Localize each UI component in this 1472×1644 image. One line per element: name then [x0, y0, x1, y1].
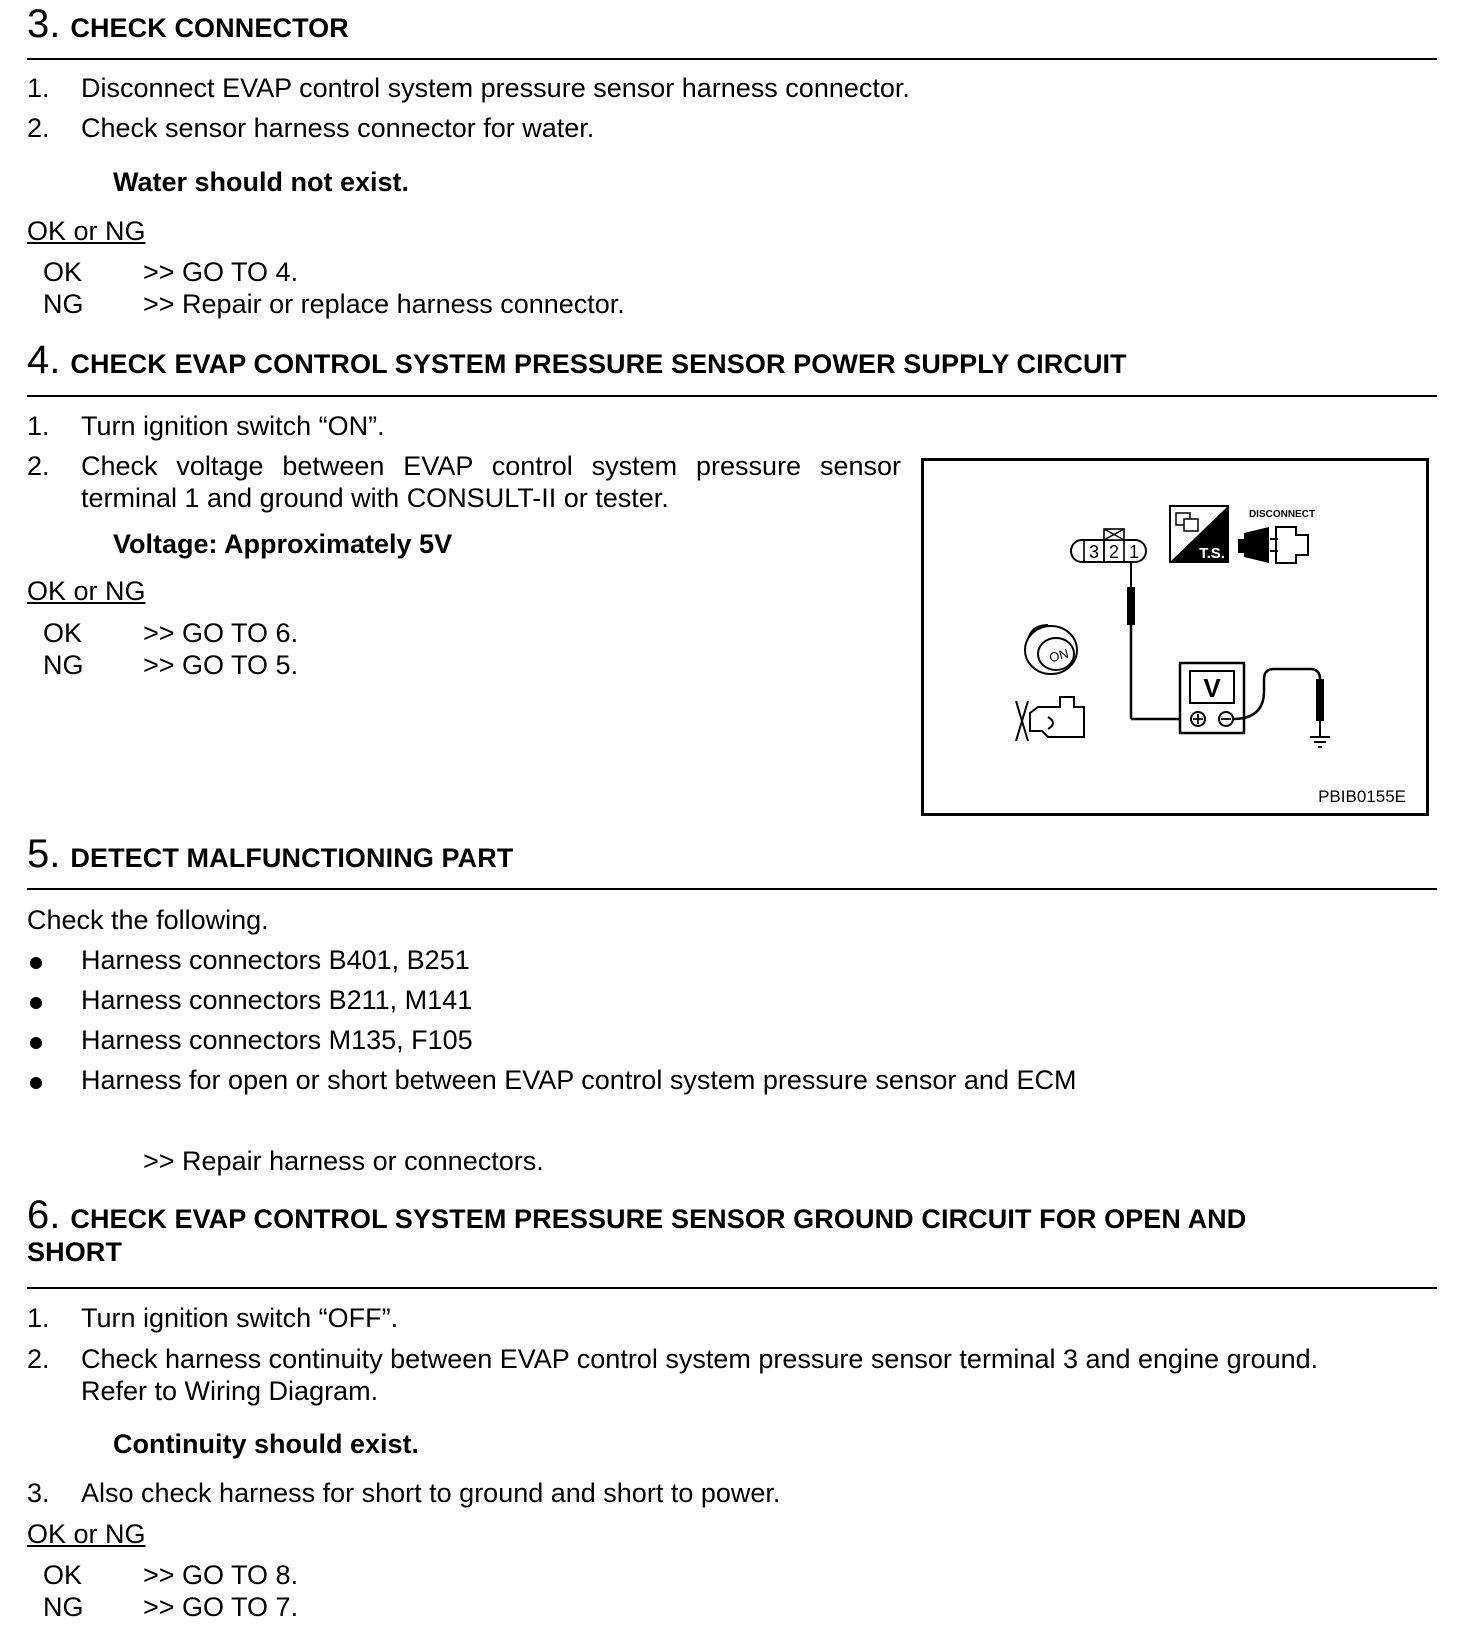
step-5-bullet-4: Harness for open or short between EVAP control system pressure sensor and ECM: [81, 1065, 1077, 1095]
step-4-item-2-line-2: terminal 1 and ground with CONSULT-II or tester.: [81, 483, 669, 513]
step-6-ok-result: >> GO TO 8.: [143, 1560, 299, 1590]
disconnect-icon: [1238, 509, 1315, 563]
step-5-header: [27, 834, 1437, 890]
step-4-ok-result: >> GO TO 6.: [143, 618, 299, 648]
step-6-item-2-line-2: Refer to Wiring Diagram.: [81, 1376, 379, 1406]
figure-code: PBIB0155E: [1318, 787, 1406, 806]
step-5-result: >> Repair harness or connectors.: [143, 1146, 544, 1176]
step-5-title: DETECT MALFUNCTIONING PART: [70, 843, 514, 873]
key-on-label: ON: [1047, 645, 1071, 666]
step-3-item-1-num: 1.: [27, 73, 50, 103]
step-6-item-2-num: 2.: [27, 1344, 50, 1374]
step-3-spec: Water should not exist.: [113, 167, 410, 197]
step-6-item-1-text: Turn ignition switch “OFF”.: [81, 1303, 399, 1333]
sensor-connector-icon: [1071, 529, 1146, 562]
ground-lead-icon: [1233, 669, 1330, 747]
step-3-item-1-text: Disconnect EVAP control system pressure sensor harness connector.: [81, 73, 910, 103]
step-3-ok-label: OK: [43, 257, 83, 287]
ignition-key-icon: [1025, 625, 1077, 674]
step-3-ok-ng-label: OK or NG: [27, 216, 146, 246]
step-6-ok-ng-label: OK or NG: [27, 1519, 146, 1549]
step-4-spec: Voltage: Approximately 5V: [113, 529, 453, 559]
ts-icon: [1170, 506, 1228, 562]
step-4-ng-label: NG: [43, 650, 84, 680]
step-4-header: [27, 340, 1437, 397]
step-6-item-3-text: Also check harness for short to ground and short to power.: [81, 1478, 781, 1508]
step-6-title-line-2: SHORT: [27, 1237, 122, 1267]
terminal-3-label: 3: [1088, 542, 1100, 562]
step-6-item-1-num: 1.: [27, 1303, 50, 1333]
step-6-spec: Continuity should exist.: [113, 1429, 420, 1459]
step-3-header: [27, 4, 1437, 60]
ts-label: T.S.: [1199, 545, 1225, 562]
step-6-ok-label: OK: [43, 1560, 83, 1590]
voltmeter-label: V: [1203, 673, 1221, 703]
voltage-check-figure: [921, 458, 1429, 816]
step-3-ok-result: >> GO TO 4.: [143, 257, 299, 287]
step-4-ng-result: >> GO TO 5.: [143, 650, 299, 680]
step-3-number: 3.: [27, 2, 61, 46]
step-4-item-2-line-1: Check voltage between EVAP control system pressure sensor: [81, 451, 901, 481]
step-5-intro: Check the following.: [27, 905, 269, 935]
wiring-diagram: [924, 461, 1426, 813]
step-3-item-2-num: 2.: [27, 113, 50, 143]
step-4-ok-ng-label: OK or NG: [27, 576, 146, 606]
voltmeter-icon: [1180, 663, 1244, 733]
step-3-title: CHECK CONNECTOR: [70, 13, 349, 43]
step-4-title: CHECK EVAP CONTROL SYSTEM PRESSURE SENSOR POWER SUPPLY CIRCUIT: [70, 349, 1127, 379]
step-6-item-3-num: 3.: [27, 1478, 50, 1508]
step-6-ng-label: NG: [43, 1592, 84, 1622]
step-6-number: 6.: [27, 1193, 61, 1237]
bullet-icon: [30, 997, 42, 1009]
step-5-bullet-1: Harness connectors B401, B251: [81, 945, 470, 975]
step-3-item-2-text: Check sensor harness connector for water.: [81, 113, 595, 143]
step-4-ok-label: OK: [43, 618, 83, 648]
step-6-ng-result: >> GO TO 7.: [143, 1592, 299, 1622]
step-5-bullet-2: Harness connectors B211, M141: [81, 985, 473, 1015]
terminal-2-label: 2: [1108, 542, 1120, 562]
step-4-item-1-num: 1.: [27, 411, 50, 441]
engine-icon: [1016, 697, 1084, 741]
step-4-number: 4.: [27, 338, 61, 382]
step-5-bullet-3: Harness connectors M135, F105: [81, 1025, 473, 1055]
step-4-item-1-text: Turn ignition switch “ON”.: [81, 411, 385, 441]
step-3-ng-result: >> Repair or replace harness connector.: [143, 289, 625, 319]
step-3-ng-label: NG: [43, 289, 84, 319]
bullet-icon: [30, 957, 42, 969]
bullet-icon: [30, 1077, 42, 1089]
step-5-number: 5.: [27, 832, 61, 876]
disconnect-label: DISCONNECT: [1248, 509, 1316, 520]
bullet-icon: [30, 1037, 42, 1049]
terminal-1-label: 1: [1128, 542, 1140, 562]
step-4-item-2-num: 2.: [27, 451, 50, 481]
step-6-title-line-1: CHECK EVAP CONTROL SYSTEM PRESSURE SENSOR GROUND CIRCUIT FOR OPEN AND: [70, 1204, 1247, 1234]
step-6-header: [27, 1195, 1437, 1289]
step-6-item-2-line-1: Check harness continuity between EVAP control system pressure sensor terminal 3 and engine ground.: [81, 1344, 1319, 1374]
